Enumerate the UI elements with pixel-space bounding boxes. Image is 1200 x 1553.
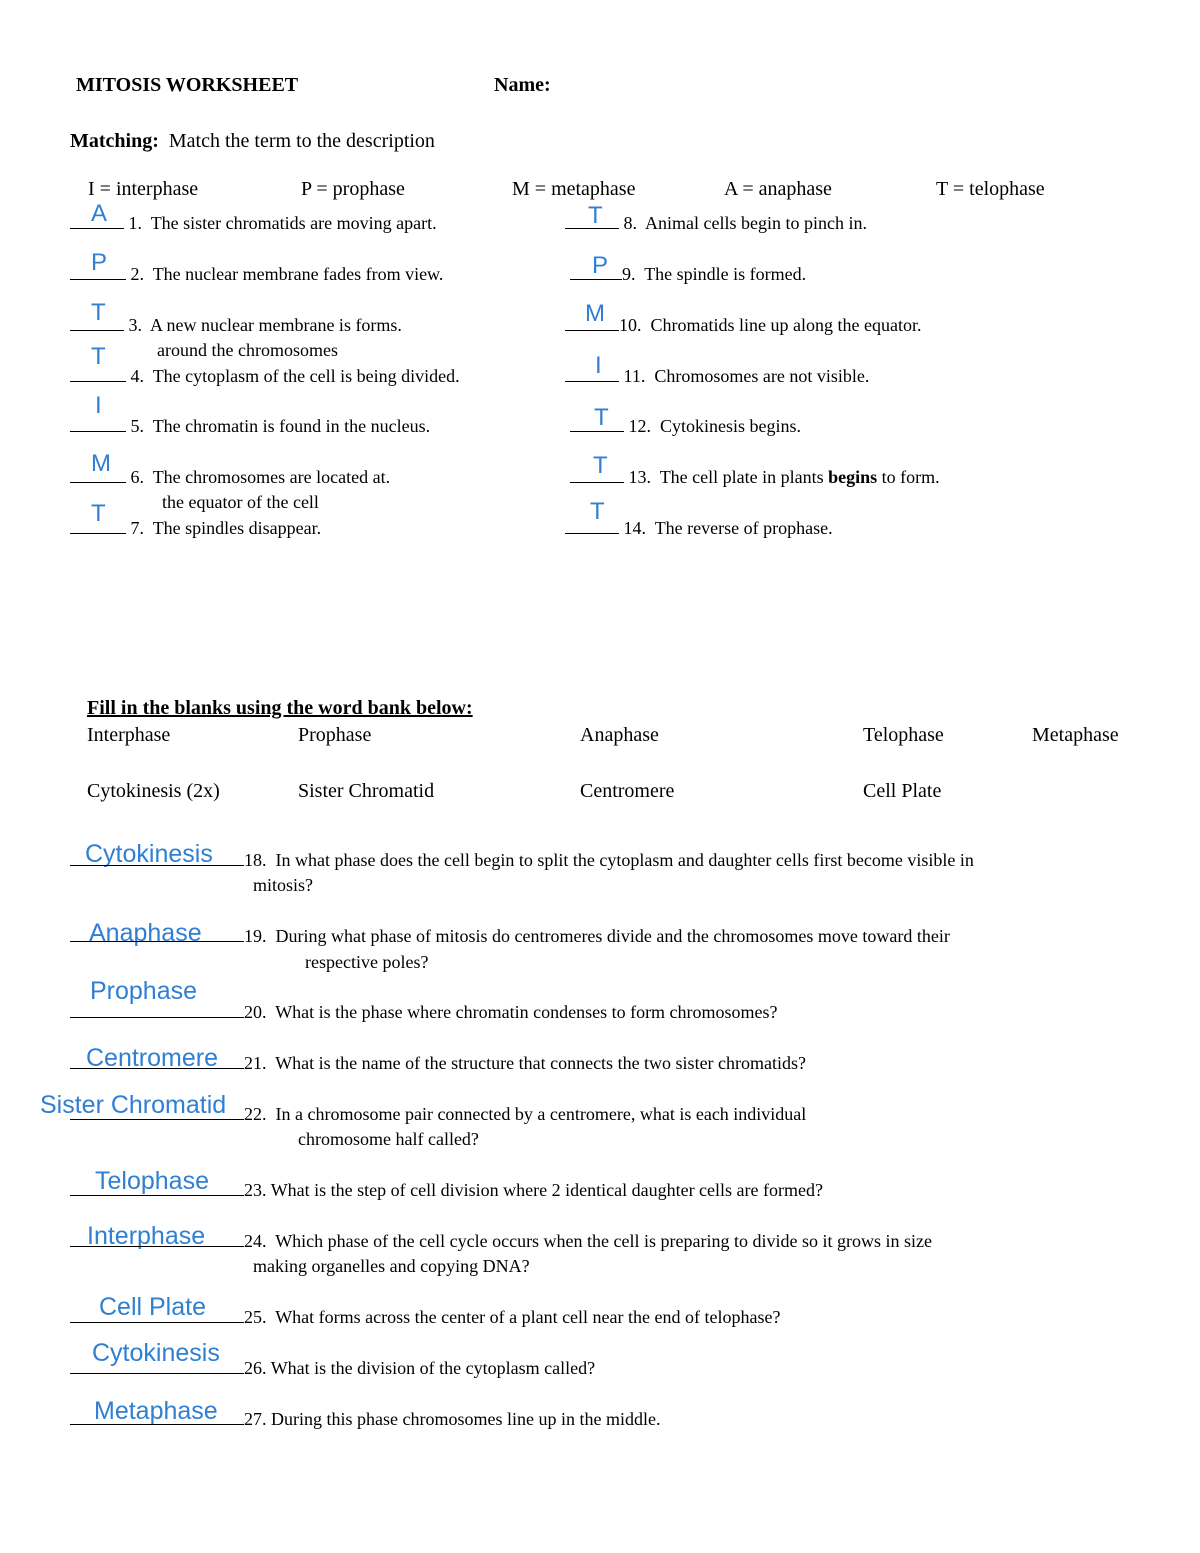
question-text: The sister chromatids are moving apart.: [150, 213, 437, 233]
question-text: Chromosomes are not visible.: [654, 366, 870, 386]
answer-26[interactable]: Cytokinesis: [92, 1339, 220, 1367]
answer-blank[interactable]: [70, 1067, 244, 1069]
answer-22[interactable]: Sister Chromatid: [40, 1091, 227, 1119]
question-number: 22.: [244, 1104, 267, 1124]
question-text: What is the division of the cytoplasm called?: [270, 1358, 596, 1378]
question-11: [565, 366, 869, 387]
question-3-continued: around the chromosomes: [157, 340, 338, 360]
question-20: [70, 1002, 778, 1023]
answer-1[interactable]: A: [91, 200, 108, 227]
question-14: [565, 518, 833, 539]
answer-18[interactable]: Cytokinesis: [85, 840, 213, 868]
question-number: 14.: [623, 518, 646, 538]
question-2: [70, 264, 443, 285]
question-6: [70, 467, 390, 488]
word-bank-interphase: Interphase: [87, 724, 171, 746]
question-number: 20.: [244, 1002, 267, 1022]
answer-blank[interactable]: [70, 481, 126, 483]
question-text: Chromatids line up along the equator.: [650, 315, 922, 335]
matching-instruction-text: Match the term to the description: [168, 130, 435, 152]
question-text: During this phase chromosomes line up in the middle.: [271, 1409, 661, 1429]
answer-21[interactable]: Centromere: [86, 1044, 218, 1072]
question-number: 2.: [130, 264, 144, 284]
question-text: Animal cells begin to pinch in.: [645, 213, 867, 233]
question-8: [565, 213, 867, 234]
answer-blank[interactable]: [70, 430, 126, 432]
question-27: [70, 1409, 660, 1430]
question-text: During what phase of mitosis do centromeres divide and the chromosomes move toward their: [275, 926, 950, 946]
answer-blank[interactable]: [570, 278, 622, 280]
question-text: A new nuclear membrane is forms.: [150, 315, 402, 335]
question-number: 12.: [628, 416, 651, 436]
answer-4[interactable]: T: [91, 343, 106, 370]
question-text: What is the name of the structure that connects the two sister chromatids?: [275, 1053, 807, 1073]
question-number: 9.: [622, 264, 636, 284]
answer-blank[interactable]: [70, 1372, 244, 1374]
question-text: The chromatin is found in the nucleus.: [152, 416, 431, 436]
answer-14[interactable]: T: [590, 498, 605, 525]
question-26: [70, 1358, 595, 1379]
answer-blank[interactable]: [70, 532, 126, 534]
answer-blank[interactable]: [70, 1194, 244, 1196]
worksheet-title: MITOSIS WORKSHEET: [76, 74, 299, 96]
question-number: 26.: [244, 1358, 267, 1378]
question-22-continued: chromosome half called?: [298, 1129, 479, 1149]
question-number: 27.: [244, 1409, 267, 1429]
question-23: [70, 1180, 823, 1201]
answer-6[interactable]: M: [91, 450, 111, 477]
answer-11[interactable]: I: [595, 352, 602, 379]
question-13: [570, 467, 940, 488]
question-number: 8.: [623, 213, 637, 233]
question-number: 7.: [130, 518, 144, 538]
question-text: What is the phase where chromatin condenses to form chromosomes?: [275, 1002, 778, 1022]
question-number: 21.: [244, 1053, 267, 1073]
question-22: [70, 1104, 806, 1125]
answer-blank[interactable]: [70, 380, 126, 382]
question-number: 1.: [128, 213, 142, 233]
word-bank-sister-chromatid: Sister Chromatid: [298, 780, 435, 802]
question-1: [70, 213, 437, 234]
question-number: 19.: [244, 926, 267, 946]
question-number: 4.: [130, 366, 144, 386]
word-bank-metaphase: Metaphase: [1032, 724, 1119, 746]
word-bank-anaphase: Anaphase: [580, 724, 659, 746]
question-5: [70, 416, 430, 437]
question-text: What is the step of cell division where 2 identical daughter cells are formed?: [270, 1180, 823, 1200]
answer-blank[interactable]: [70, 1245, 244, 1247]
question-number: 11.: [623, 366, 646, 386]
question-19: [70, 926, 950, 947]
answer-12[interactable]: T: [594, 404, 609, 431]
question-text: The cytoplasm of the cell is being divided.: [152, 366, 460, 386]
answer-blank[interactable]: [565, 380, 619, 382]
answer-blank[interactable]: [570, 430, 624, 432]
question-number: 18.: [244, 850, 267, 870]
name-label: Name:: [494, 74, 551, 96]
answer-blank[interactable]: [70, 278, 126, 280]
question-24-continued: making organelles and copying DNA?: [253, 1256, 530, 1276]
question-7: [70, 518, 321, 539]
key-anaphase: A = anaphase: [724, 178, 832, 200]
question-4: [70, 366, 460, 387]
answer-8[interactable]: T: [588, 202, 603, 229]
answer-blank[interactable]: [70, 1321, 244, 1323]
question-number: 25.: [244, 1307, 267, 1327]
answer-blank[interactable]: [565, 532, 619, 534]
question-21: [70, 1053, 806, 1074]
question-19-continued: respective poles?: [305, 952, 429, 972]
answer-20[interactable]: Prophase: [90, 977, 198, 1005]
question-3: [70, 315, 402, 336]
question-text: In a chromosome pair connected by a centromere, what is each individual: [275, 1104, 807, 1124]
fill-in-heading: Fill in the blanks using the word bank below:: [87, 697, 473, 719]
question-text: The chromosomes are located at.: [152, 467, 391, 487]
answer-blank[interactable]: [570, 481, 624, 483]
answer-7[interactable]: T: [91, 500, 106, 527]
question-text: The spindles disappear.: [152, 518, 322, 538]
answer-blank[interactable]: [70, 940, 244, 942]
answer-blank[interactable]: [70, 864, 244, 866]
question-number: 3.: [128, 315, 142, 335]
word-bank-centromere: Centromere: [580, 780, 675, 802]
word-bank-telophase: Telophase: [863, 724, 944, 746]
answer-5[interactable]: I: [95, 392, 102, 419]
question-text: Which phase of the cell cycle occurs when the cell is preparing to divide so it grows in size: [275, 1231, 932, 1251]
question-24: [70, 1231, 932, 1252]
answer-blank[interactable]: [70, 329, 124, 331]
answer-2[interactable]: P: [91, 249, 108, 276]
key-interphase: I = interphase: [88, 178, 199, 200]
question-9: [570, 264, 806, 285]
answer-blank[interactable]: [70, 1016, 244, 1018]
question-18: [70, 850, 974, 871]
question-text: The cell plate in plants: [659, 467, 829, 487]
answer-10[interactable]: M: [585, 300, 605, 327]
question-number: 13.: [628, 467, 651, 487]
question-number: 10.: [619, 315, 642, 335]
question-number: 5.: [130, 416, 144, 436]
question-12: [570, 416, 801, 437]
answer-27[interactable]: Metaphase: [94, 1397, 218, 1425]
answer-blank[interactable]: [70, 1423, 244, 1425]
answer-13[interactable]: T: [593, 452, 608, 479]
question-number: 23.: [244, 1180, 267, 1200]
question-text: The spindle is formed.: [644, 264, 807, 284]
word-bank-cell-plate: Cell Plate: [863, 780, 942, 802]
answer-23[interactable]: Telophase: [95, 1167, 209, 1195]
matching-label: Matching:: [70, 130, 159, 152]
question-text: The reverse of prophase.: [654, 518, 833, 538]
question-text: In what phase does the cell begin to split the cytoplasm and daughter cells first become visible in: [275, 850, 974, 870]
answer-24[interactable]: Interphase: [87, 1222, 206, 1250]
answer-9[interactable]: P: [592, 252, 609, 279]
answer-19[interactable]: Anaphase: [89, 919, 202, 947]
question-number: 24.: [244, 1231, 267, 1251]
answer-3[interactable]: T: [91, 299, 106, 326]
answer-25[interactable]: Cell Plate: [99, 1293, 206, 1321]
key-prophase: P = prophase: [301, 178, 405, 200]
question-text: What forms across the center of a plant cell near the end of telophase?: [275, 1307, 781, 1327]
question-6-continued: the equator of the cell: [162, 492, 319, 512]
key-metaphase: M = metaphase: [512, 178, 636, 200]
question-number: 6.: [130, 467, 144, 487]
answer-blank[interactable]: [565, 227, 619, 229]
word-bank-prophase: Prophase: [298, 724, 372, 746]
question-text-end: to form.: [877, 467, 940, 487]
key-telophase: T = telophase: [936, 178, 1045, 200]
answer-blank[interactable]: [565, 329, 619, 331]
question-18-continued: mitosis?: [253, 875, 314, 895]
question-text: Cytokinesis begins.: [660, 416, 802, 436]
answer-blank[interactable]: [70, 227, 124, 229]
question-text-bold: begins: [828, 467, 878, 487]
question-25: [70, 1307, 780, 1328]
question-10: [565, 315, 921, 336]
answer-blank[interactable]: [70, 1118, 244, 1120]
word-bank-cytokinesis: Cytokinesis (2x): [87, 780, 220, 802]
question-text: The nuclear membrane fades from view.: [152, 264, 444, 284]
matching-instruction: [70, 130, 435, 153]
